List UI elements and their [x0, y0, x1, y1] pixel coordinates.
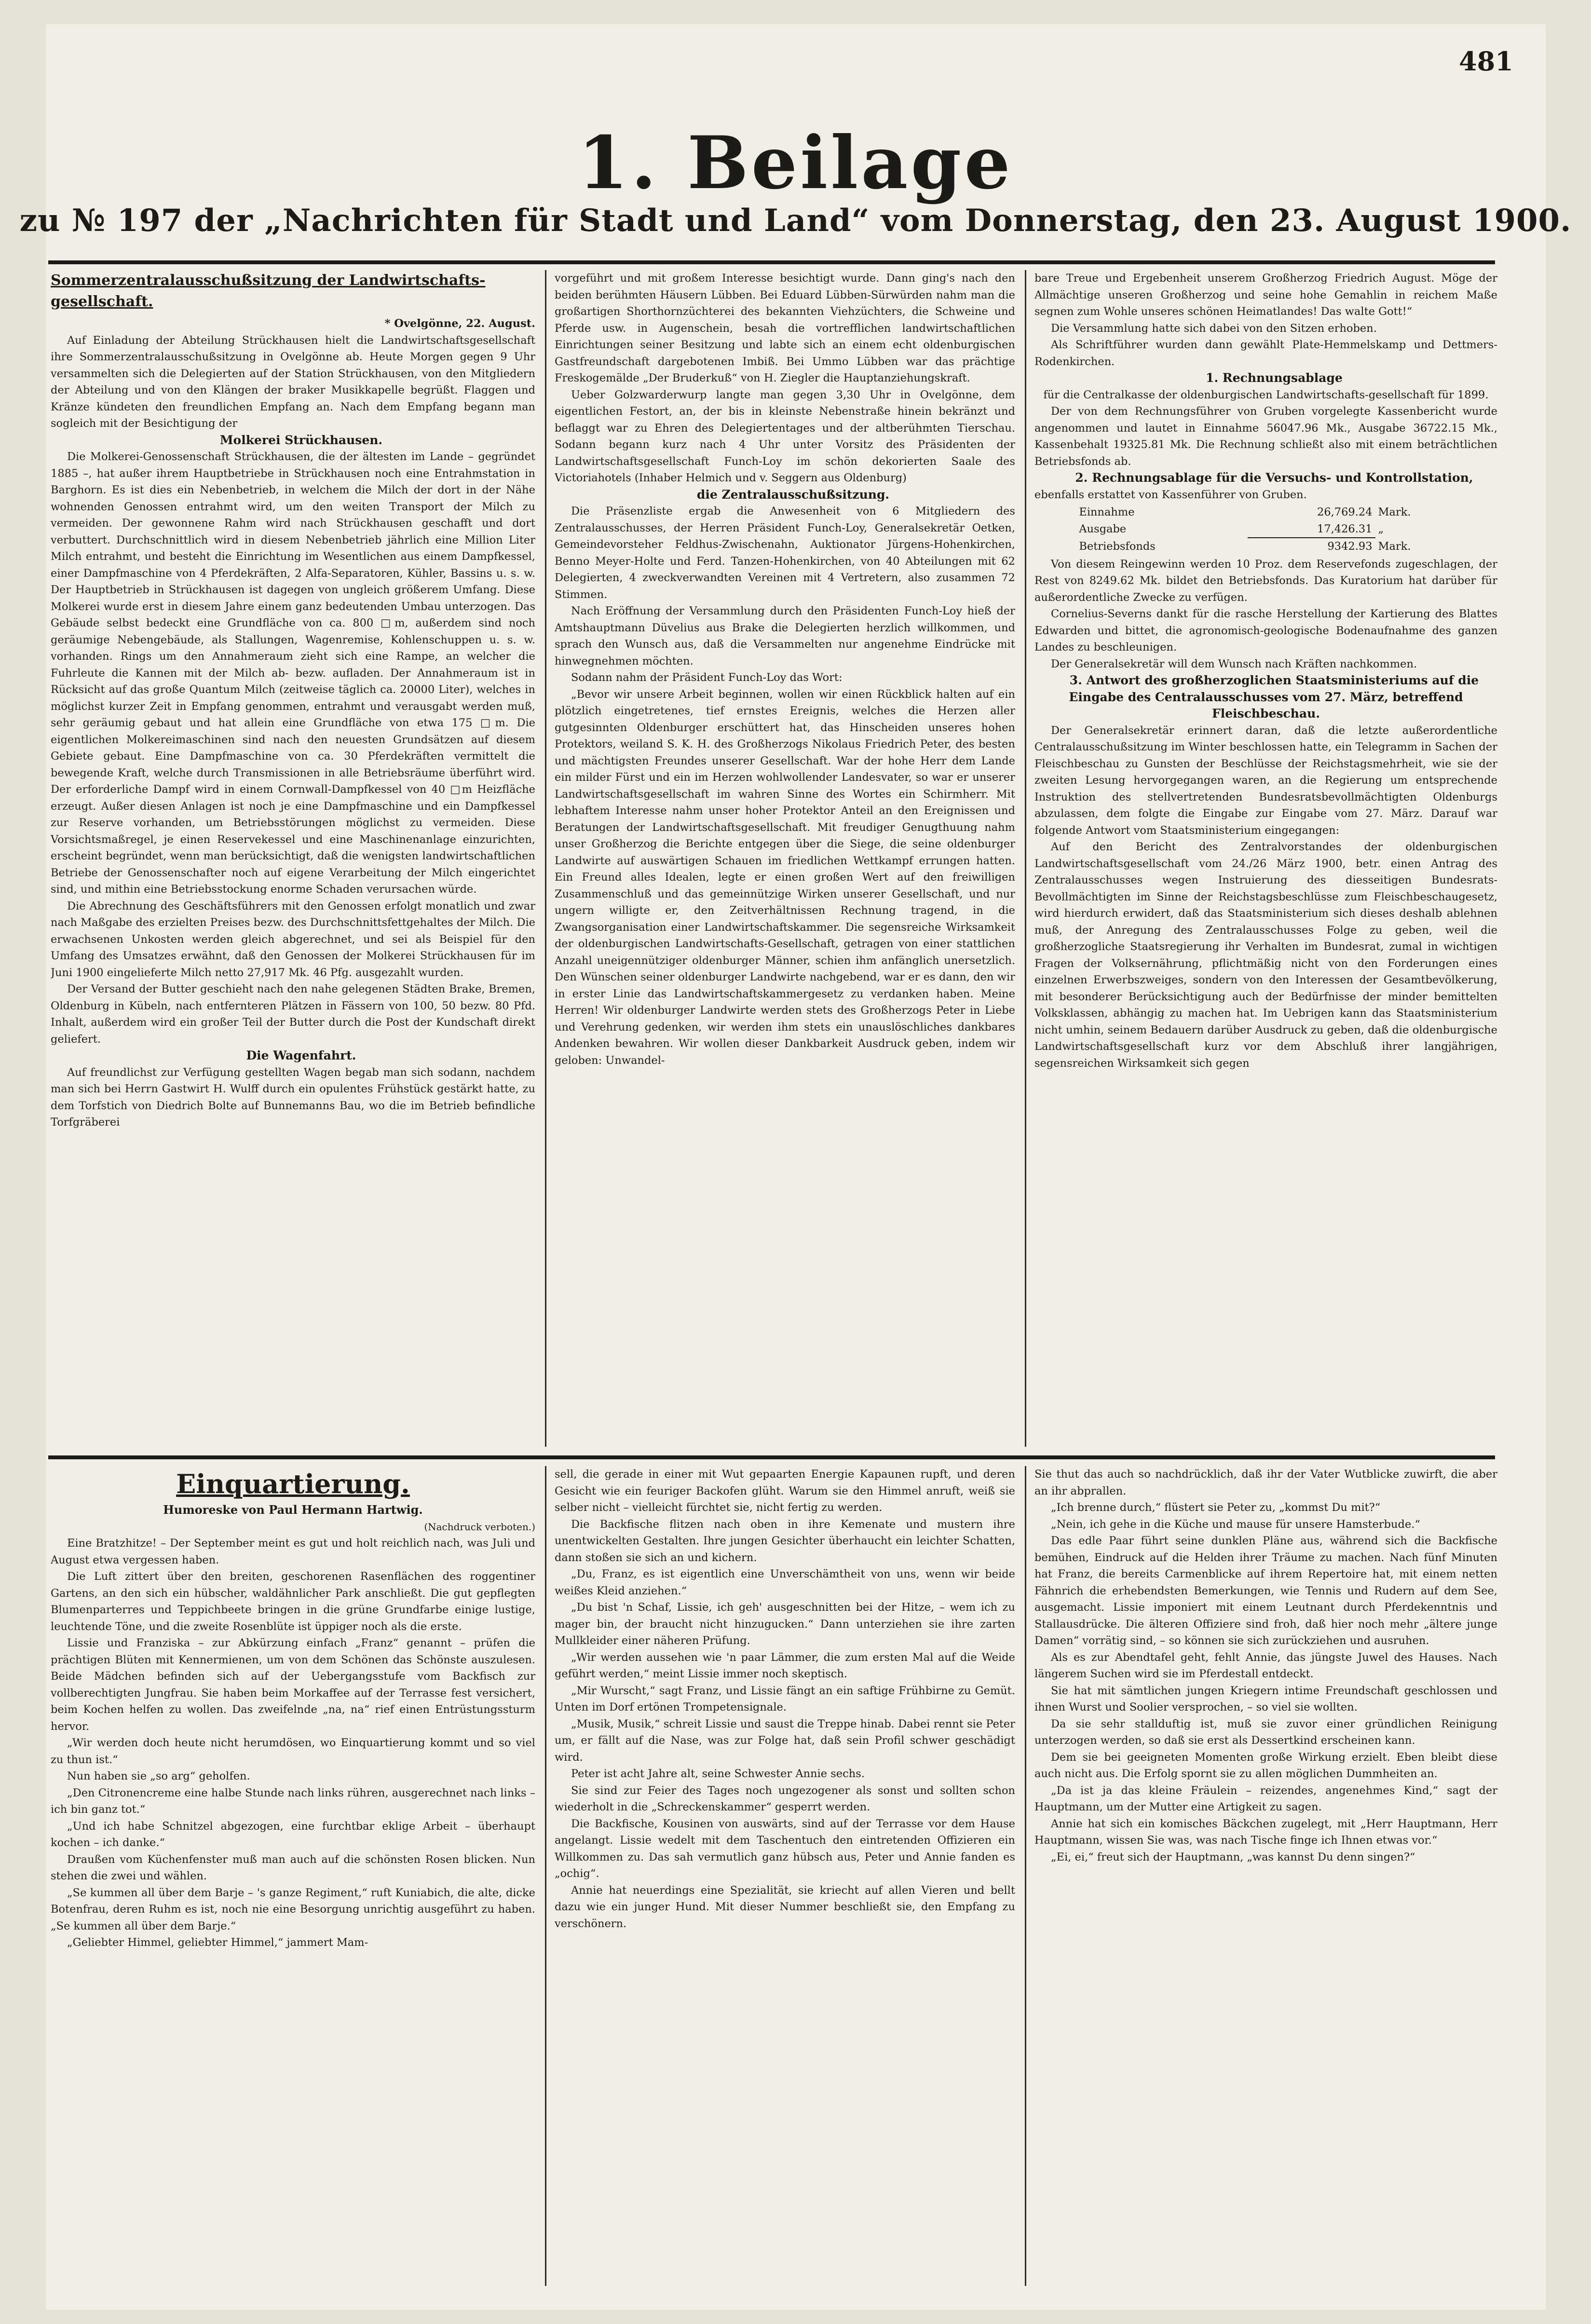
- article1-dateline: * Ovelgönne, 22. August.: [384, 317, 535, 330]
- article1-title: Sommerzentralausschußsitzung der Landwirtschafts-gesellschaft.: [51, 272, 486, 310]
- section1-text: Der von dem Rechnungsführer von Gruben vorgelegte Kassenbericht wurde angenommen und lautet in Einnahme 56047.96 Mk., Ausgabe 36722.15 Mk., Kassenbehalt 19325.81 Mk. Die Rechnung schließt also mit einem beträchtlichen Betriebsfonds ab.: [1034, 405, 1497, 468]
- article1-paragraph: vorgeführt und mit großem Interesse besichtigt wurde. Dann ging's nach den beiden berühmten Häusern Lübben. Bei Eduard Lübben-Sürwürden nahm man die großartigen Shorthornzüchterei des bekannten Viehzüchters, die Schweine und Pferde usw. in Augenschein, besah die vortrefflichen landwirtschaftlichen Einrichtungen seiner Besitzung und labte sich an einem echt oldenburgischen Gastfreundschaft dargebotenen Imbiß. Bei Ummo Lübben war das prächtige Freskogemälde „Der Bruderkuß“ von H. Ziegler die Hauptanziehungskraft.: [555, 272, 1015, 384]
- story-paragraph: Da sie sehr stallduftig ist, muß sie zuvor einer gründlichen Reinigung unterzogen werden, so daß sie erst als Dessertkind erscheinen kann.: [1034, 1717, 1497, 1747]
- story-paragraph: „Se kummen all über dem Barje – 's ganze Regiment,“ ruft Kuniabich, die alte, dicke Botenfrau, deren Ruhm es ist, noch nie eine Besorgung unrichtig ausgeführt zu haben. „Se kummen all über dem Barje.“: [51, 1886, 535, 1932]
- budget-label: Einnahme: [1079, 506, 1135, 518]
- story-paragraph: Sie hat mit sämtlichen jungen Kriegern intime Freundschaft geschlossen und ihnen Wurst und Soolier versprochen, – so viel sie wollten.: [1034, 1684, 1497, 1713]
- story-paragraph: Nun haben sie „so arg“ geholfen.: [67, 1770, 250, 1782]
- section3-paragraph: Der Generalsekretär erinnert daran, daß die letzte außerordentliche Centralausschußsitzung im Winter beschlossen hatte, ein Telegramm in Sachen der Fleischbeschau zu Gunsten der Beschlüsse der Reichstagsmehrheit, wie sie der zweiten Lesung hervorgegangen waren, an die Regierung um entsprechende Instruktion des stellvertretenden Bundesratsbevollmächtigten Oldenburgs abzulassen, dem folgte die Eingabe zur Eingabe vom 27. März. Darauf war folgende Antwort vom Staatsministerium eingegangen:: [1034, 724, 1497, 837]
- story-paragraph: „Wir werden doch heute nicht herumdösen, wo Einquartierung kommt und so viel zu thun ist.“: [51, 1737, 535, 1766]
- story-paragraph: „Wir werden aussehen wie 'n paar Lämmer, die zum ersten Mal auf die Weide geführt werden,“ meint Lissie immer noch skeptisch.: [555, 1651, 1015, 1680]
- budget-label: Betriebsfonds: [1079, 540, 1156, 553]
- article1-paragraph: bare Treue und Ergebenheit unserem Großherzog Friedrich August. Möge der Allmächtige unseren Großherzog und seine hohe Gemahlin in reichem Maße segnen zum Wohle unseres schönen Heimatlandes! Das walte Gott!“: [1034, 272, 1497, 318]
- article2-column2: [555, 1466, 1015, 2286]
- budget-label: Ausgabe: [1079, 523, 1127, 535]
- story-paragraph: Draußen vom Küchenfenster muß man auch auf die schönsten Rosen blicken. Nun stehen die zwei und wählen.: [51, 1853, 535, 1882]
- reprint-note: (Nachdruck verboten.): [424, 1521, 535, 1533]
- section3-paragraph: Auf den Bericht des Zentralvorstandes der oldenburgischen Landwirtschaftsgesellschaft vom 24./26 März 1900, betr. einen Antrag des Zentralausschusses wegen Instruierung des diesseitigen Bundesrats-Bevollmächtigten im Sinne der Reichstagsbeschlüsse zum Fleischbeschaugesetz, wird hierdurch erwidert, daß das Staatsministerium sich dieses deshalb ablehnen muß, der Anregung des Zentralausschusses Folge zu geben, weil die großherzogliche Staatsregierung ihr Verhalten im Bundesrat, zumal in wichtigen Fragen der Volksernährung, pflichtmäßig nicht von den Forderungen eines einzelnen Erwerbszweiges, sondern von den Interessen der Gesamtbevölkerung, mit besonderer Berücksichtigung auch der Bedürfnisse der minder bemittelten Volksklassen, abhängig zu machen hat. Im Uebrigen kann das Staatsministerium nicht umhin, seinem Bedauern darüber Ausdruck zu geben, daß die oldenburgische Landwirtschaftsgesellschaft kurz vor dem Abschluß ihrer langjährigen, segensreichen Wirksamkeit sich gegen: [1034, 841, 1497, 1070]
- story-paragraph: Peter ist acht Jahre alt, seine Schwester Annie sechs.: [571, 1767, 865, 1780]
- article2-column1: [51, 1466, 535, 2286]
- section1-heading: 1. Rechnungsablage: [1206, 371, 1343, 385]
- article1-column3: [1034, 270, 1497, 1447]
- budget-row: [1076, 504, 1455, 521]
- article1-paragraph: Als Schriftführer wurden dann gewählt Plate-Hemmelskamp und Dettmers-Rodenkirchen.: [1034, 339, 1497, 368]
- article1-paragraph: „Bevor wir unsere Arbeit beginnen, wollen wir einen Rückblick halten auf ein plötzlich eingetretenes, tief ernstes Ereignis, welches die Herzen aller gutgesinnten Oldenburger erschüttert hat, das Hinscheiden unseres hohen Protektors, weiland S. K. H. des Großherzogs Nikolaus Friedrich Peter, des besten und mächtigsten Freundes unserer Gesellschaft. War der hohe Herr dem Lande ein milder Fürst und ein im Herzen wohlwollender Landesvater, so war er unserer Landwirtschaftsgesellschaft im wahren Sinne des Wortes ein Schirmherr. Mit lebhaftem Interesse nahm unser hoher Protektor Anteil an den Ereignissen und Beratungen der Landwirtschaftsgesellschaft. Mit freudiger Genugthuung nahm unser Großherzog die Berichte entgegen über die Siege, die seine oldenburger Landwirte auf auswärtigen Schauen im friedlichen Wettkampf errungen hatten. Ein Freund alles Idealen, legte er einen großen Wert auf den freiwilligen Zusammenschluß und das gemeinnützige Wirken unserer Gesellschaft, und nur ungern willigte er, den Zeitverhältnissen Rechnung tragend, in die Zwangsorganisation einer Landwirtschaftskammer. Die segensreiche Wirksamkeit der oldenburgischen Landwirtschafts-Gesellschaft, getragen von einer stattlichen Anzahl uneigennütziger oldenburger Männer, schien ihm anfänglich unersetzlich. Den Wünschen seiner oldenburger Landwirte nachgebend, war er es dann, den wir in erster Linie das Landwirtschaftskammergesetz zu verdanken haben. Meine Herren! Wir oldenburger Landwirte werden stets des Großherzogs Peter in Liebe und Verehrung gedenken, wir werden ihm stets ein unauslöschliches dankbares Andenken bewahren. Wir wollen dieser Dankbarkeit Ausdruck geben, indem wir geloben: Unwandel-: [555, 688, 1015, 1067]
- article1-paragraph: Ueber Golzwarderwurp langte man gegen 3,30 Uhr in Ovelgönne, dem eigentlichen Festort, an, der bis in kleinste Nebenstraße hinein bekränzt und beflaggt war zu Ehren des Delegiertentages und der altberühmten Tierschau. Sodann begann kurz nach 4 Uhr unter Vorsitz des Präsidenten der Landwirtschaftsgesellschaft Funch-Loy im schön dekorierten Saale des Victoriahotels (Inhaber Helmich und v. Seggern aus Oldenburg): [555, 388, 1015, 484]
- budget-value: 9342.93: [1327, 540, 1373, 553]
- story-paragraph: Lissie und Franziska – zur Abkürzung einfach „Franz“ genannt – prüfen die prächtigen Blüten mit Kennermienen, um von dem Schönen das Schönste auszulesen. Beide Mädchen befinden sich auf der Uebergangsstufe vom Backfisch zur vollberechtigten Jungfrau. Sie haben beim Morkaffee auf der Terrasse fest versichert, beim Kochen helfen zu wollen. Das zweifelnde „na, na“ rief einen Entrüstungssturm hervor.: [51, 1637, 535, 1733]
- story-paragraph: „Mir Wurscht,“ sagt Franz, und Lissie fängt an ein saftige Frühbirne zu Gemüt. Unten im Dorf ertönen Trompetensignale.: [555, 1684, 1015, 1713]
- story-paragraph: „Da ist ja das kleine Fräulein – reizendes, angenehmes Kind,“ sagt der Hauptmann, um der Mutter eine Artigkeit zu sagen.: [1034, 1784, 1497, 1813]
- story-paragraph: Sie thut das auch so nachdrücklich, daß ihr der Vater Wutblicke zuwirft, die aber an ihr abprallen.: [1034, 1468, 1497, 1497]
- section2-paragraph: Cornelius-Severns dankt für die rasche Herstellung der Kartierung des Blattes Edwarden und bittet, die agronomisch-geologische Bodenaufnahme des ganzen Landes zu beschleunigen.: [1034, 608, 1497, 653]
- story-paragraph: „Du bist 'n Schaf, Lissie, ich geh' ausgeschnitten bei der Hitze, – wem ich zu mager bin, der braucht nicht hinzugucken.“ Dann unterziehen sie ihre zarten Mullkleider einer näheren Prüfung.: [555, 1601, 1015, 1647]
- budget-table: [1076, 504, 1455, 555]
- budget-value: 17,426.31: [1248, 521, 1375, 538]
- story-paragraph: „Geliebter Himmel, geliebter Himmel,“ jammert Mam-: [67, 1936, 368, 1949]
- section2-paragraph: Der Generalsekretär will dem Wunsch nach Kräften nachkommen.: [1051, 657, 1417, 670]
- masthead-rule: [48, 260, 1495, 264]
- story-paragraph: „Ei, ei,“ freut sich der Hauptmann, „was kannst Du denn singen?“: [1051, 1850, 1415, 1863]
- article1-column2: [555, 270, 1015, 1447]
- page-number: 481: [1459, 46, 1513, 77]
- story-paragraph: „Musik, Musik,“ schreit Lissie und saust die Treppe hinab. Dabei rennt sie Peter um, er fällt auf die Nase, was zur Folge hat, daß sein Profil schwer geschädigt wird.: [555, 1717, 1015, 1764]
- column-divider: [1025, 270, 1026, 1447]
- article2-title: Einquartierung.: [176, 1468, 410, 1499]
- supplement-subtitle: zu № 197 der „Nachrichten für Stadt und Land“ vom Donnerstag, den 23. August 1900.: [19, 203, 1572, 239]
- budget-row: [1076, 538, 1455, 555]
- budget-unit: „: [1378, 523, 1384, 535]
- article2-byline: Humoreske von Paul Hermann Hartwig.: [163, 1503, 423, 1517]
- story-paragraph: „Den Citronencreme eine halbe Stunde nach links rühren, ausgerechnet nach links – ich bin ganz tot.“: [51, 1786, 535, 1816]
- section2-heading: 2. Rechnungsablage für die Versuchs- und Kontrollstation,: [1075, 471, 1473, 485]
- story-paragraph: sell, die gerade in einer mit Wut gepaarten Energie Kapaunen rupft, und deren Gesicht wie ein feuriger Backofen glüht. Warum sie den Himmel anruft, weiß sie selber nicht – vielleicht fürchtet sie, nicht fertig zu werden.: [555, 1468, 1015, 1514]
- budget-unit: Mark.: [1378, 540, 1411, 553]
- article1-paragraph: Nach Eröffnung der Versammlung durch den Präsidenten Funch-Loy hieß der Amtshauptmann Düvelius aus Brake die Delegierten herzlich willkommen, und sprach den Wunsch aus, daß die Versammelten nur angenehme Eindrücke mit hinwegnehmen möchten.: [555, 605, 1015, 667]
- story-paragraph: Dem sie bei geeigneten Momenten große Wirkung erzielt. Eben bleibt diese auch nicht aus. Die Erfolg spornt sie zu allen möglichen Dummheiten an.: [1034, 1751, 1497, 1780]
- story-paragraph: „Du, Franz, es ist eigentlich eine Unverschämtheit von uns, wenn wir beide weißes Kleid anziehen.“: [555, 1568, 1015, 1597]
- article1-paragraph: Auf freundlichst zur Verfügung gestellten Wagen begab man sich sodann, nachdem man sich bei Herrn Gastwirt H. Wulff durch ein opulentes Frühstück gestärkt hatte, zu dem Torfstich von Diedrich Bolte auf Bunnemanns Bau, wo die im Betrieb befindliche Torfgräberei: [51, 1066, 535, 1128]
- section3-heading: 3. Antwort des großherzoglichen Staatsministeriums auf die Eingabe des Centralausschusses vom 27. März, betreffend Fleischbeschau.: [1069, 673, 1479, 720]
- supplement-title: 1. Beilage: [578, 121, 1013, 205]
- article1-column1: [51, 270, 535, 1447]
- budget-unit: Mark.: [1378, 506, 1411, 518]
- story-paragraph: Das edle Paar führt seine dunklen Pläne aus, während sich die Backfische bemühen, Eindruck auf die Helden ihrer Träume zu machen. Nach fünf Minuten hat Franz, die bereits Carmenblicke auf ihrem Repertoire hat, mit einem netten Fähnrich die erhebendsten Bemerkungen, wie Tennis und Rudern auf dem See, ausgemacht. Lissie imponiert mit einem Leutnant durch Pferdekenntnis und Stallausdrücke. Die älteren Offiziere sind froh, daß hier noch mehr „ältere junge Damen“ vorrätig sind, – so können sie sich zurückziehen und ausruhen.: [1034, 1535, 1497, 1647]
- article-separator: [48, 1455, 1495, 1459]
- article1-paragraph: Der Versand der Butter geschieht nach den nahe gelegenen Städten Brake, Bremen, Oldenburg in Kübeln, nach entfernteren Plätzen in Fässern von 100, 50 bezw. 80 Pfd. Inhalt, außerdem wird ein großer Teil der Butter durch die Post der Kundschaft direkt geliefert.: [51, 983, 535, 1046]
- column-divider: [1025, 1466, 1026, 2286]
- article1-paragraph: Sodann nahm der Präsident Funch-Loy das Wort:: [571, 671, 843, 684]
- story-paragraph: Die Luft zittert über den breiten, geschorenen Rasenflächen des roggentiner Gartens, an den sich ein hübscher, waldähnlicher Park anschließt. Die gut gepflegten Blumenparterres und Teppichbeete bringen in die grüne Grundfarbe einige lustige, leuchtende Töne, und die zweite Rosenblüte ist üppiger noch als die erste.: [51, 1570, 535, 1633]
- story-paragraph: Die Backfische flitzen nach oben in ihre Kemenate und mustern ihre unentwickelten Gestalten. Ihre jungen Gesichter überhaucht ein leichter Schatten, dann stoßen sie sich an und kichern.: [555, 1518, 1015, 1564]
- article2-column3: [1034, 1466, 1497, 2286]
- article1-subheading: die Zentralausschußsitzung.: [696, 487, 890, 502]
- story-paragraph: Eine Bratzhitze! – Der September meint es gut und holt reichlich nach, was Juli und August etwa vergessen haben.: [51, 1537, 535, 1566]
- column-divider: [545, 1466, 546, 2286]
- story-paragraph: Als es zur Abendtafel geht, fehlt Annie, das jüngste Juwel des Hauses. Nach längerem Suchen wird sie im Pferdestall entdeckt.: [1034, 1651, 1497, 1680]
- budget-value: 26,769.24: [1317, 506, 1373, 518]
- story-paragraph: Die Backfische, Kousinen von auswärts, sind auf der Terrasse vor dem Hause angelangt. Lissie wedelt mit dem Taschentuch den eintretenden Offizieren ein Willkommen zu. Das sah vermutlich ganz hübsch aus, Peter und Annie fanden es „ochig“.: [555, 1817, 1015, 1880]
- column-divider: [545, 270, 546, 1447]
- story-paragraph: „Ich brenne durch,“ flüstert sie Peter zu, „kommst Du mit?“: [1051, 1501, 1381, 1514]
- article1-paragraph: Die Versammlung hatte sich dabei von den Sitzen erhoben.: [1051, 322, 1377, 335]
- article1-paragraph: Die Abrechnung des Geschäftsführers mit den Genossen erfolgt monatlich und zwar nach Maßgabe des erzielten Preises bezw. des Durchschnittsfettgehaltes der Milch. Die erwachsenen Unkosten werden gleich abgerechnet, und sei als Beispiel für den Umfang des Umsatzes erwähnt, daß den Genossen der Molkerei Strückhausen für im Juni 1900 eingelieferte Milch netto 27,917 Mk. 46 Pfg. ausgezahlt wurden.: [51, 899, 535, 979]
- section2-subheading: ebenfalls erstattet von Kassenführer von Gruben.: [1034, 488, 1307, 501]
- story-paragraph: „Nein, ich gehe in die Küche und mause für unsere Hamsterbude.“: [1051, 1518, 1420, 1531]
- article1-subheading: Molkerei Strückhausen.: [219, 433, 383, 447]
- section2-paragraph: Von diesem Reingewinn werden 10 Proz. dem Reservefonds zugeschlagen, der Rest von 8249.62 Mk. bildet den Betriebsfonds. Das Kuratorium hat darüber für außerordentliche Zwecke zu verfügen.: [1034, 557, 1497, 604]
- budget-row: [1076, 521, 1455, 538]
- article1-subheading: Die Wagenfahrt.: [246, 1048, 356, 1062]
- story-paragraph: Sie sind zur Feier des Tages noch ungezogener als sonst und sollten schon wiederholt in die „Schreckenskammer“ gesperrt werden.: [555, 1784, 1015, 1813]
- story-paragraph: „Und ich habe Schnitzel abgezogen, eine furchtbar eklige Arbeit – überhaupt kochen – ich danke.“: [51, 1820, 535, 1849]
- article1-paragraph: Die Molkerei-Genossenschaft Strückhausen, die der ältesten im Lande – gegründet 1885 –, hat außer ihrem Hauptbetriebe in Strückhausen noch eine Entrahmstation in Barghorn. Es ist dies ein Nebenbetrieb, in welchem die Milch der dort in der Nähe wohnenden Genossen entrahmt wird, um den weiten Transport der Milch zu vermeiden. Der gewonnene Rahm wird nach Strückhausen geschafft und dort verbuttert. Durchschnittlich wird in diesem Nebenbetrieb jährlich eine Million Liter Milch entrahmt, und besteht die Einrichtung im Wesentlichen aus einem Dampfkessel, einer Dampfmaschine von 4 Pferdekräften, 2 Alfa-Separatoren, Kühler, Bassins u. s. w. Der Hauptbetrieb in Strückhausen ist dagegen von ungleich größerem Umfang. Diese Molkerei wurde erst in diesem Jahre einem ganz bedeutenden Umbau unterzogen. Das Gebäude selbst bedeckt eine Grundfläche von ca. 800 □m, außerdem sind noch geräumige Nebengebäude, als Stallungen, Wagenremise, Kohlenschuppen u. s. w. vorhanden. Rings um den Annahmeraum zieht sich eine Rampe, an welcher die Fuhrleute die Kannen mit der Milch ab- bezw. aufladen. Der Annahmeraum ist in Rücksicht auf das große Quantum Milch (zeitweise täglich ca. 20000 Liter), welches in möglichst kurzer Zeit in Empfang genommen, entrahmt und verausgabt werden muß, sehr geräumig gebaut und hat allein eine Grundfläche von etwa 175 □m. Die eigentlichen Molkereimaschinen sind nach den neuesten Grundsätzen auf diesem Gebiete gebaut. Eine Dampfmaschine von ca. 30 Pferdekräften vermittelt die bewegende Kraft, welche durch Transmissionen in alle Betriebsräume überführt wird. Der erforderliche Dampf wird in einem Cornwall-Dampfkessel von 40 □m Heizfläche erzeugt. Außer diesen Anlagen ist noch je eine Dampfmaschine und ein Dampfkessel zur Reserve vorhanden, um Betriebsstörungen möglichst zu vermeiden. Diese Vorsichtsmaßregel, je einen Reservekessel und eine Maschinenanlage einzurichten, erscheint begründet, wenn man berücksichtigt, daß die wenigsten landwirtschaftlichen Betriebe der Genossenschafter noch auf eigene Verarbeitung der Milch eingerichtet sind, und mithin eine Betriebsstockung enorme Schaden verursachen würde.: [51, 450, 535, 896]
- section1-subheading: für die Centralkasse der oldenburgischen Landwirtschafts-gesellschaft für 1899.: [1043, 388, 1489, 401]
- article1-paragraph: Die Präsenzliste ergab die Anwesenheit von 6 Mitgliedern des Zentralausschusses, der Herren Präsident Funch-Loy, Generalsekretär Oetken, Gemeindevorsteher Feldhus-Zwischenahn, Auktionator Jürgens-Hohenkirchen, Benno Meyer-Holte und Ferd. Tanzen-Hohenkirchen, von 40 Abteilungen mit 62 Delegierten, 4 zweckverwandten Vereinen mit 4 Vertretern, also zusammen 72 Stimmen.: [555, 505, 1015, 601]
- story-paragraph: Annie hat sich ein komisches Bäckchen zugelegt, mit „Herr Hauptmann, Herr Hauptmann, wissen Sie was, was nach Tische finge ich Ihnen etwas vor.“: [1034, 1817, 1497, 1847]
- article1-paragraph: Auf Einladung der Abteilung Strückhausen hielt die Landwirtschaftsgesellschaft ihre Sommerzentralausschußsitzung in Ovelgönne ab. Heute Morgen gegen 9 Uhr versammelten sich die Delegierten auf der Station Strückhausen, von den Mitgliedern der Abteilung und von den Klängen der braker Musikkapelle begrüßt. Flaggen und Kränze kündeten den freundlichen Empfang an. Nach dem Empfang begann man sogleich mit der Besichtigung der: [51, 334, 535, 430]
- story-paragraph: Annie hat neuerdings eine Spezialität, sie kriecht auf allen Vieren und bellt dazu wie ein junger Hund. Mit dieser Nummer beschließt sie, den Empfang zu verschönern.: [555, 1884, 1015, 1930]
